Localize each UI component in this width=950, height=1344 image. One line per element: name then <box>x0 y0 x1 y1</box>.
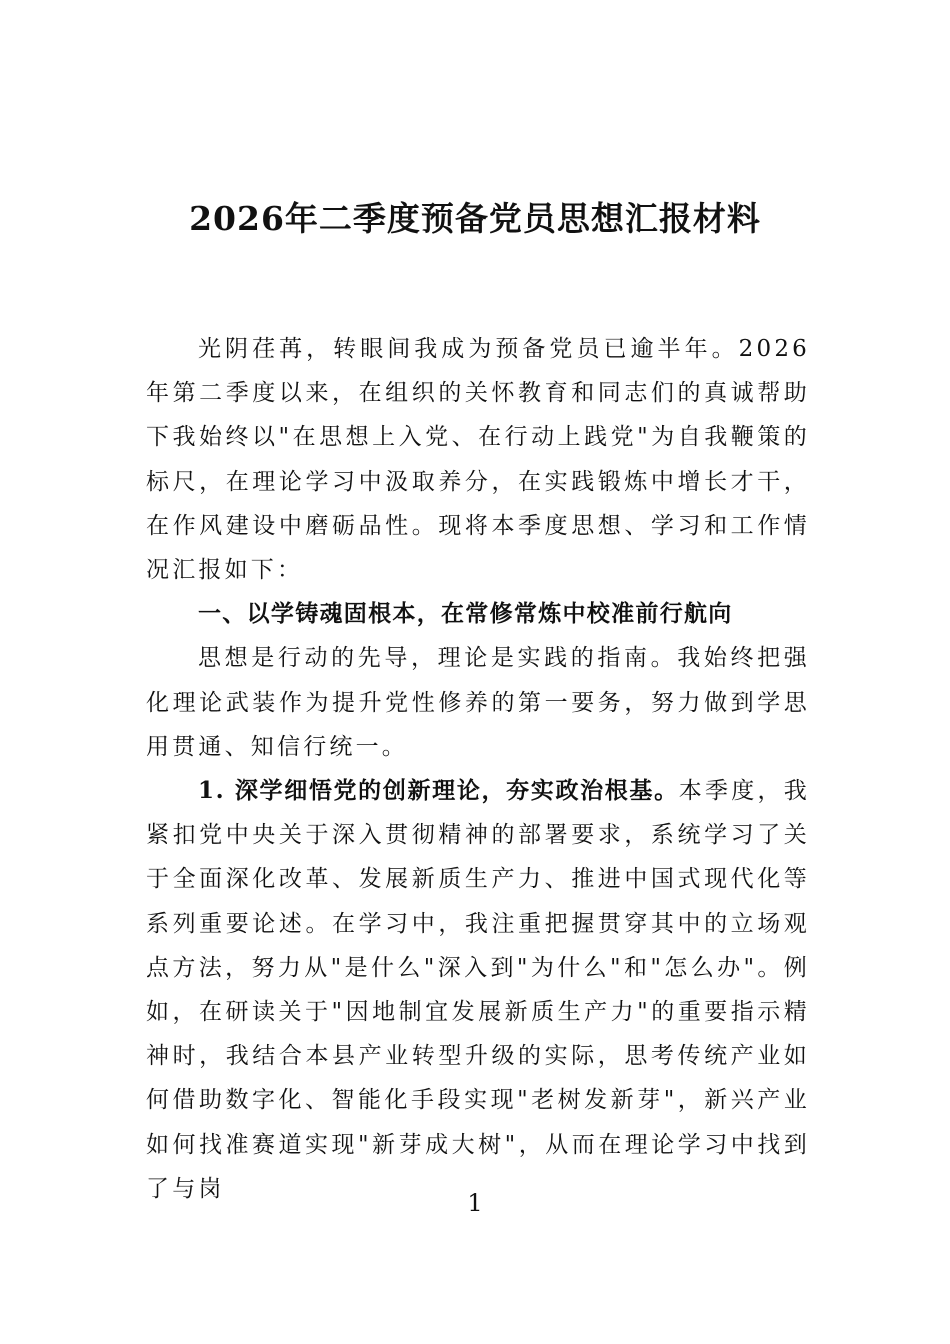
document-title: 2026年二季度预备党员思想汇报材料 <box>189 199 761 238</box>
section-heading: 一、以学铸魂固根本，在常修常炼中校准前行航向 <box>198 600 733 628</box>
section-intro-paragraph: 思想是行动的先导，理论是实践的指南。我始终把强化理论武装作为提升党性修养的第一要务，努力做到学思用贯通、知信行统一。 <box>146 645 810 760</box>
item-paragraph <box>146 769 810 1211</box>
document-body <box>146 327 810 1211</box>
item-body-text: 本季度，我紧扣党中央关于深入贯彻精神的部署要求，系统学习了关于全面深化改革、发展新质生产力、推进中国式现代化等系列重要论述。在学习中，我注重把握贯穿其中的立场观点方法，努力从"是什么"深入到"为什么"和"怎么办"。例如，在研读关于"因地制宜发展新质生产力"的重要指示精神时，我结合本县产业转型升级的实际，思考传统产业如何借助数字化、智能化手段实现"老树发新芽"，新兴产业如何找准赛道实现"新芽成大树"，从而在理论学习中找到了与岗 <box>146 778 811 1202</box>
page-number: 1 <box>467 1189 483 1217</box>
intro-paragraph: 光阴荏苒，转眼间我成为预备党员已逾半年。2026年第二季度以来，在组织的关怀教育和同志们的真诚帮助下我始终以"在思想上入党、在行动上践党"为自我鞭策的标尺，在理论学习中汲取养分，在实践锻炼中增长才干，在作风建设中磨砺品性。现将本季度思想、学习和工作情况汇报如下： <box>146 336 810 584</box>
item-lead-sentence: 1. 深学细悟党的创新理论，夯实政治根基。 <box>198 777 679 805</box>
